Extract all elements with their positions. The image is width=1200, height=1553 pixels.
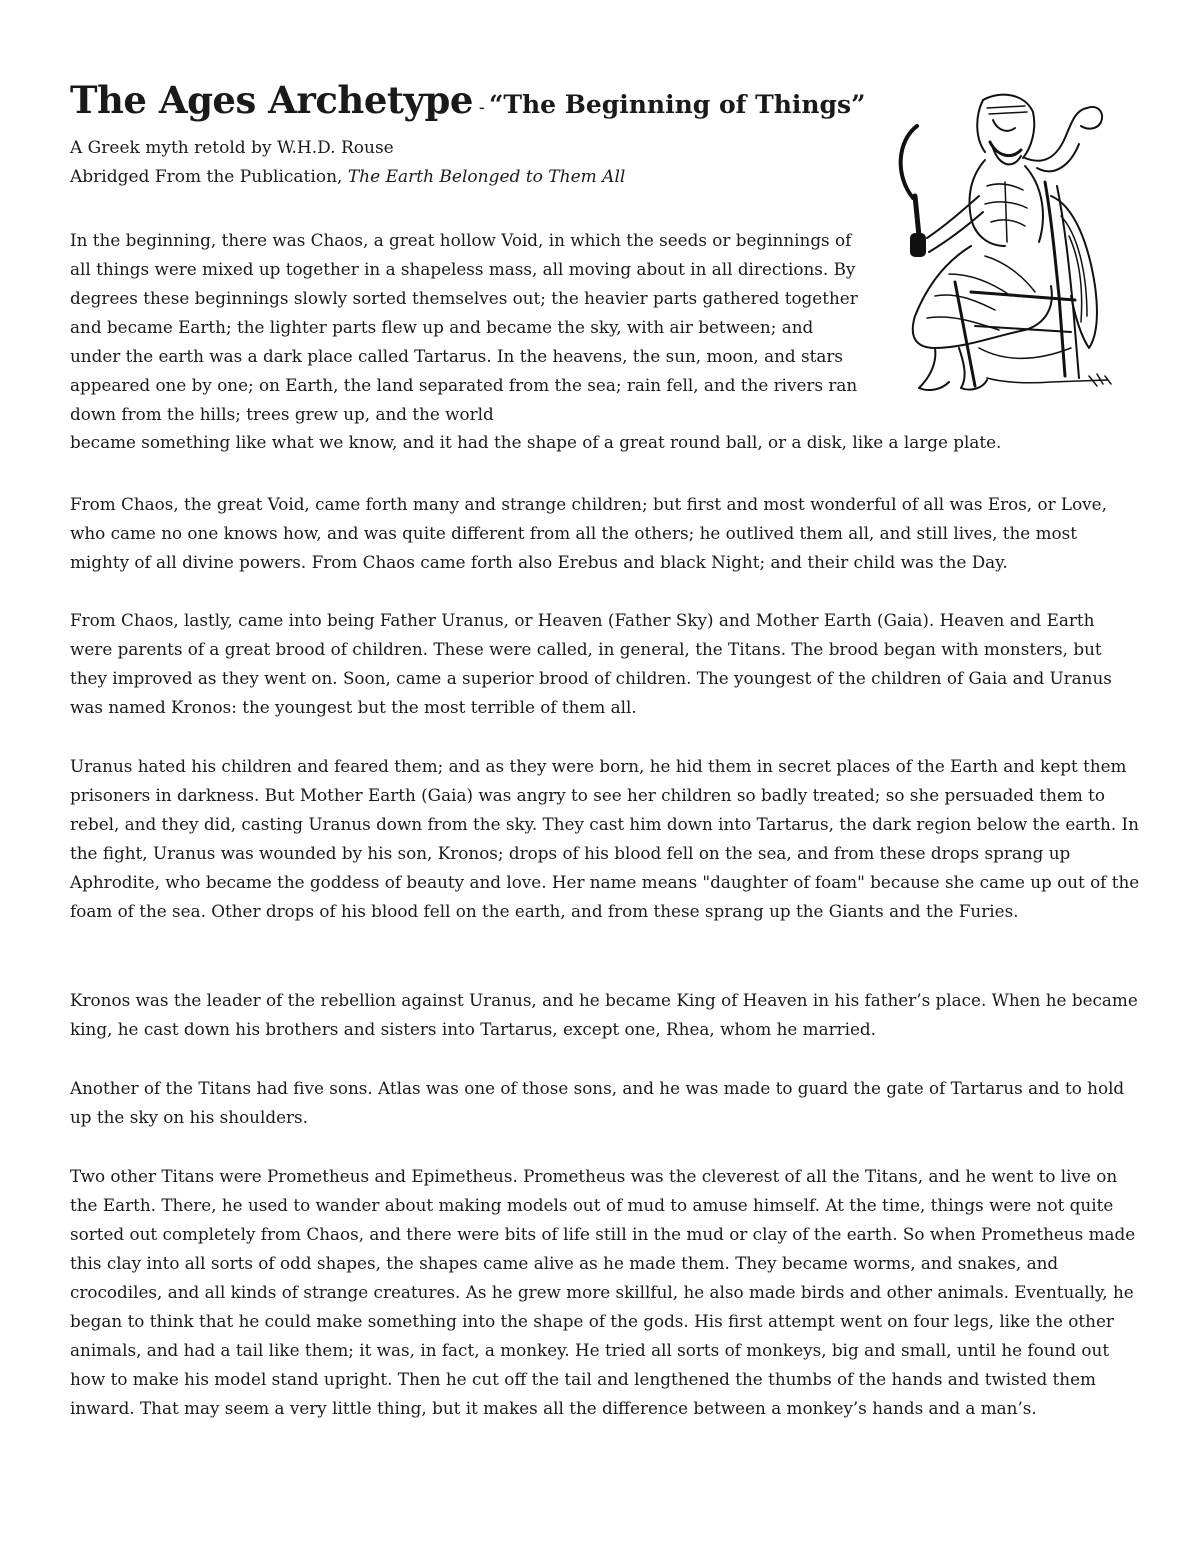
paragraph-2: From Chaos, the great Void, came forth many and strange children; but first and most wonderful of all was Eros, or Love, who came no one knows how, and was quite different from all the others; he outlived them all, and still lives, the most mighty of all divine powers. From Chaos came forth also Erebus and black Night; and their child was the Day. (70, 494, 1107, 572)
paragraph-1: In the beginning, there was Chaos, a great hollow Void, in which the seeds or beginnings of all things were mixed up together in a shapeless mass, all moving about in all directions. By degrees these beginnings slowly sorted themselves out; the heavier parts gathered together and became Earth; the lighter parts flew up and became the sky, with air between; and under the earth was a dark place called Tartarus. In the heavens, the sun, moon, and stars appeared one by one; on Earth, the land separated from the sea; rain fell, and the rivers ran down from the hills; trees grew up, and the world (70, 230, 858, 424)
abridged-line (70, 167, 625, 187)
title-line (70, 78, 865, 122)
page-subtitle: “The Beginning of Things” (488, 90, 866, 119)
abridged-prefix: Abridged From the Publication, (70, 167, 348, 187)
publication-title: The Earth Belonged to Them All (347, 167, 626, 187)
seated-kronos-with-sickle-illustration (875, 86, 1125, 398)
paragraph-1-continued: became something like what we know, and it had the shape of a great round ball, or a disk, like a large plate. (70, 432, 1002, 452)
paragraph-7: Two other Titans were Prometheus and Epimetheus. Prometheus was the cleverest of all the Titans, and he went to live on the Earth. There, he used to wander about making models out of mud to amuse himself. At the time, things were not quite sorted out completely from Chaos, and there were bits of life still in the mud or clay of the earth. So when Prometheus made this clay into all sorts of odd shapes, the shapes came alive as he made them. They became worms, and snakes, and crocodiles, and all kinds of strange creatures. As he grew more skillful, he also made birds and other animals. Eventually, he began to think that he could make something into the shape of the gods. His first attempt went on four legs, like the other animals, and had a tail like them; it was, in fact, a monkey. He tried all sorts of monkeys, big and small, until he found out how to make his model stand upright. Then he cut off the tail and lengthened the thumbs of the hands and twisted them inward. That may seem a very little thing, but it makes all the difference between a monkey’s hands and a man’s. (70, 1166, 1136, 1418)
title-dash: - (478, 97, 485, 118)
paragraph-6: Another of the Titans had five sons. Atlas was one of those sons, and he was made to guard the gate of Tartarus and to hold up the sky on his shoulders. (70, 1078, 1125, 1127)
byline: A Greek myth retold by W.H.D. Rouse (70, 138, 394, 158)
paragraph-4: Uranus hated his children and feared them; and as they were born, he hid them in secret places of the Earth and kept them prisoners in darkness. But Mother Earth (Gaia) was angry to see her children so badly treated; so she persuaded them to rebel, and they did, casting Uranus down from the sky. They cast him down into Tartarus, the dark region below the earth. In the fight, Uranus was wounded by his son, Kronos; drops of his blood fell on the sea, and from these drops sprang up Aphrodite, who became the goddess of beauty and love. Her name means "daughter of foam" because she came up out of the foam of the sea. Other drops of his blood fell on the earth, and from these sprang up the Giants and the Furies. (70, 756, 1140, 921)
page-title: The Ages Archetype (70, 78, 473, 122)
paragraph-5: Kronos was the leader of the rebellion against Uranus, and he became King of Heaven in his father’s place. When he became king, he cast down his brothers and sisters into Tartarus, except one, Rhea, whom he married. (70, 990, 1138, 1039)
paragraph-3: From Chaos, lastly, came into being Father Uranus, or Heaven (Father Sky) and Mother Earth (Gaia). Heaven and Earth were parents of a great brood of children. These were called, in general, the Titans. The brood began with monsters, but they improved as they went on. Soon, came a superior brood of children. The youngest of the children of Gaia and Uranus was named Kronos: the youngest but the most terrible of them all. (70, 610, 1112, 717)
